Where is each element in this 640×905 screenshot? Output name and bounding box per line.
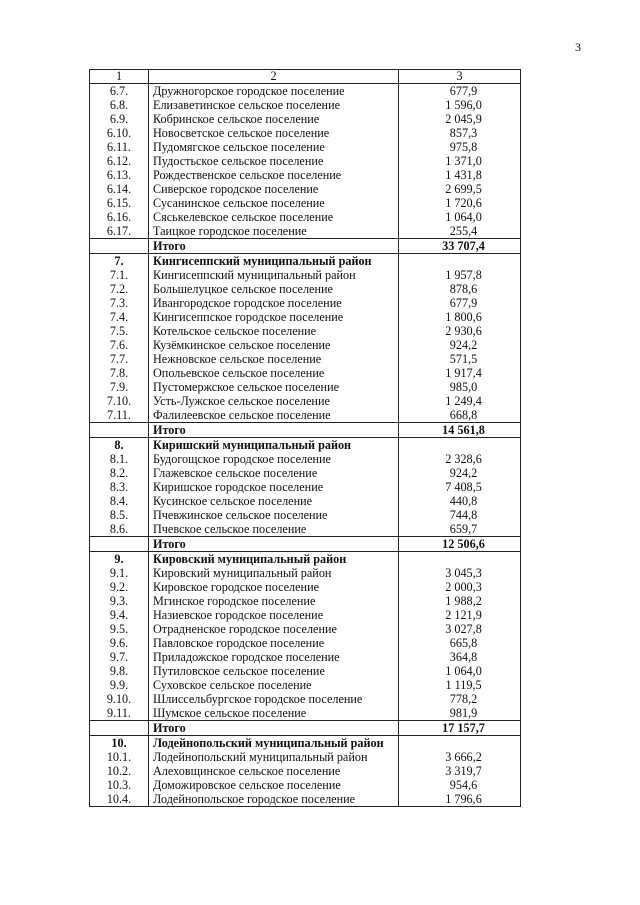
settlement-name: Назиевское городское поселение (149, 608, 399, 622)
district-name: Кингисеппский муниципальный район (149, 254, 399, 269)
table-row (90, 678, 521, 692)
column-header-number: 1 (90, 70, 149, 84)
settlement-name: Котельское сельское поселение (149, 324, 399, 338)
row-number: 8.1. (90, 452, 149, 466)
settlement-name: Лодейнопольское городское поселение (149, 792, 399, 807)
amount-value: 1 064,0 (399, 210, 521, 224)
table-row (90, 282, 521, 296)
settlement-name: Пустомержское сельское поселение (149, 380, 399, 394)
total-row (90, 537, 521, 552)
amount-value: 665,8 (399, 636, 521, 650)
settlement-name: Кобринское сельское поселение (149, 112, 399, 126)
row-number: 7.9. (90, 380, 149, 394)
settlement-name: Рождественское сельское поселение (149, 168, 399, 182)
row-number: 9.1. (90, 566, 149, 580)
settlement-name: Кингисеппский муниципальный район (149, 268, 399, 282)
district-name: Кировский муниципальный район (149, 552, 399, 567)
amount-value: 440,8 (399, 494, 521, 508)
row-number: 6.14. (90, 182, 149, 196)
amount-value: 2 930,6 (399, 324, 521, 338)
row-number: 8.2. (90, 466, 149, 480)
table-row (90, 764, 521, 778)
row-number: 8.5. (90, 508, 149, 522)
total-label: Итого (149, 721, 399, 736)
amount-value: 2 121,9 (399, 608, 521, 622)
settlement-name: Сиверское городское поселение (149, 182, 399, 196)
row-number: 6.8. (90, 98, 149, 112)
table-row (90, 126, 521, 140)
district-name: Лодейнопольский муниципальный район (149, 736, 399, 751)
settlement-name: Усть-Лужское сельское поселение (149, 394, 399, 408)
amount-value: 1 917,4 (399, 366, 521, 380)
page-number: 3 (575, 40, 581, 54)
row-number: 10.2. (90, 764, 149, 778)
row-number (90, 537, 149, 552)
settlement-name: Пудостьское сельское поселение (149, 154, 399, 168)
settlement-name: Павловское городское поселение (149, 636, 399, 650)
row-number: 9. (90, 552, 149, 567)
amount-value (399, 736, 521, 751)
table-row (90, 622, 521, 636)
table-row (90, 182, 521, 196)
amount-value: 7 408,5 (399, 480, 521, 494)
table-row (90, 636, 521, 650)
amount-value: 2 000,3 (399, 580, 521, 594)
row-number: 6.15. (90, 196, 149, 210)
amount-value: 1 957,8 (399, 268, 521, 282)
table-row (90, 566, 521, 580)
row-number: 7.2. (90, 282, 149, 296)
table-row (90, 324, 521, 338)
amount-value: 1 249,4 (399, 394, 521, 408)
total-value: 12 506,6 (399, 537, 521, 552)
row-number: 8. (90, 438, 149, 453)
amount-value: 3 319,7 (399, 764, 521, 778)
amount-value: 778,2 (399, 692, 521, 706)
settlement-name: Фалилеевское сельское поселение (149, 408, 399, 423)
settlement-name: Кингисеппское городское поселение (149, 310, 399, 324)
amount-value: 3 045,3 (399, 566, 521, 580)
row-number: 9.9. (90, 678, 149, 692)
table-row (90, 750, 521, 764)
amount-value: 1 064,0 (399, 664, 521, 678)
settlement-name: Кусинское сельское поселение (149, 494, 399, 508)
amount-value: 975,8 (399, 140, 521, 154)
row-number: 7.4. (90, 310, 149, 324)
table-row (90, 84, 521, 99)
row-number: 9.7. (90, 650, 149, 664)
settlement-name: Киришское городское поселение (149, 480, 399, 494)
table-row (90, 366, 521, 380)
row-number: 10.4. (90, 792, 149, 807)
table-row (90, 408, 521, 423)
settlement-name: Нежновское сельское поселение (149, 352, 399, 366)
amount-value: 1 431,8 (399, 168, 521, 182)
row-number: 9.8. (90, 664, 149, 678)
amount-value: 1 119,5 (399, 678, 521, 692)
district-name: Киришский муниципальный район (149, 438, 399, 453)
table-row (90, 706, 521, 721)
row-number (90, 423, 149, 438)
settlement-name: Кузёмкинское сельское поселение (149, 338, 399, 352)
row-number: 7.11. (90, 408, 149, 423)
table-row (90, 692, 521, 706)
total-label: Итого (149, 423, 399, 438)
settlement-name: Опольевское сельское поселение (149, 366, 399, 380)
table-row (90, 580, 521, 594)
table-row (90, 196, 521, 210)
settlement-name: Будогощское городское поселение (149, 452, 399, 466)
amount-value: 985,0 (399, 380, 521, 394)
table-row (90, 522, 521, 537)
table-row (90, 494, 521, 508)
settlement-name: Доможировское сельское поселение (149, 778, 399, 792)
amount-value: 1 596,0 (399, 98, 521, 112)
table-header-row (90, 70, 521, 84)
row-number: 7.5. (90, 324, 149, 338)
row-number: 7.7. (90, 352, 149, 366)
row-number: 9.6. (90, 636, 149, 650)
amount-value: 668,8 (399, 408, 521, 423)
amount-value: 857,3 (399, 126, 521, 140)
table-row (90, 112, 521, 126)
settlement-name: Мгинское городское поселение (149, 594, 399, 608)
settlement-name: Большелуцкое сельское поселение (149, 282, 399, 296)
allocation-table (89, 69, 521, 807)
amount-value: 924,2 (399, 466, 521, 480)
amount-value: 3 666,2 (399, 750, 521, 764)
settlement-name: Пчевское сельское поселение (149, 522, 399, 537)
row-number: 6.11. (90, 140, 149, 154)
amount-value (399, 438, 521, 453)
row-number: 6.7. (90, 84, 149, 99)
row-number: 6.12. (90, 154, 149, 168)
table-row (90, 664, 521, 678)
table-row (90, 352, 521, 366)
amount-value: 3 027,8 (399, 622, 521, 636)
district-header-row (90, 736, 521, 751)
total-label: Итого (149, 239, 399, 254)
row-number: 9.10. (90, 692, 149, 706)
district-header-row (90, 254, 521, 269)
table-row (90, 452, 521, 466)
settlement-name: Глажевское сельское поселение (149, 466, 399, 480)
settlement-name: Таицкое городское поселение (149, 224, 399, 239)
settlement-name: Приладожское городское поселение (149, 650, 399, 664)
row-number (90, 239, 149, 254)
row-number: 9.3. (90, 594, 149, 608)
row-number: 9.11. (90, 706, 149, 721)
table-row (90, 778, 521, 792)
amount-value: 2 699,5 (399, 182, 521, 196)
settlement-name: Пчевжинское сельское поселение (149, 508, 399, 522)
total-row (90, 721, 521, 736)
row-number: 6.10. (90, 126, 149, 140)
table-row (90, 608, 521, 622)
row-number: 7.6. (90, 338, 149, 352)
table-row (90, 140, 521, 154)
amount-value: 677,9 (399, 296, 521, 310)
table-row (90, 394, 521, 408)
table-row (90, 650, 521, 664)
amount-value: 1 988,2 (399, 594, 521, 608)
row-number: 8.6. (90, 522, 149, 537)
column-header-value: 3 (399, 70, 521, 84)
row-number: 6.13. (90, 168, 149, 182)
total-value: 17 157,7 (399, 721, 521, 736)
row-number: 8.3. (90, 480, 149, 494)
amount-value: 364,8 (399, 650, 521, 664)
amount-value: 924,2 (399, 338, 521, 352)
settlement-name: Отрадненское городское поселение (149, 622, 399, 636)
settlement-name: Алеховщинское сельское поселение (149, 764, 399, 778)
table-row (90, 154, 521, 168)
row-number: 6.9. (90, 112, 149, 126)
settlement-name: Сяськелевское сельское поселение (149, 210, 399, 224)
row-number (90, 721, 149, 736)
table-row (90, 338, 521, 352)
amount-value: 2 045,9 (399, 112, 521, 126)
settlement-name: Ивангородское городское поселение (149, 296, 399, 310)
total-value: 33 707,4 (399, 239, 521, 254)
settlement-name: Елизаветинское сельское поселение (149, 98, 399, 112)
total-row (90, 423, 521, 438)
settlement-name: Кировский муниципальный район (149, 566, 399, 580)
settlement-name: Путиловское сельское поселение (149, 664, 399, 678)
amount-value: 255,4 (399, 224, 521, 239)
amount-value: 659,7 (399, 522, 521, 537)
table-row (90, 98, 521, 112)
amount-value: 2 328,6 (399, 452, 521, 466)
amount-value: 878,6 (399, 282, 521, 296)
settlement-name: Шлиссельбургское городское поселение (149, 692, 399, 706)
total-row (90, 239, 521, 254)
table-row (90, 508, 521, 522)
table-row (90, 224, 521, 239)
row-number: 10. (90, 736, 149, 751)
table-row (90, 466, 521, 480)
row-number: 7.10. (90, 394, 149, 408)
table-body (90, 70, 521, 807)
row-number: 7. (90, 254, 149, 269)
amount-value: 981,9 (399, 706, 521, 721)
row-number: 10.1. (90, 750, 149, 764)
total-label: Итого (149, 537, 399, 552)
settlement-name: Шумское сельское поселение (149, 706, 399, 721)
table-row (90, 380, 521, 394)
row-number: 7.8. (90, 366, 149, 380)
row-number: 6.17. (90, 224, 149, 239)
amount-value: 1 800,6 (399, 310, 521, 324)
amount-value (399, 552, 521, 567)
column-header-name: 2 (149, 70, 399, 84)
settlement-name: Сусанинское сельское поселение (149, 196, 399, 210)
amount-value: 1 371,0 (399, 154, 521, 168)
row-number: 6.16. (90, 210, 149, 224)
row-number: 10.3. (90, 778, 149, 792)
settlement-name: Дружногорское городское поселение (149, 84, 399, 99)
district-header-row (90, 438, 521, 453)
amount-value: 677,9 (399, 84, 521, 99)
table-row (90, 268, 521, 282)
row-number: 7.3. (90, 296, 149, 310)
table-row (90, 792, 521, 807)
settlement-name: Суховское сельское поселение (149, 678, 399, 692)
settlement-name: Новосветское сельское поселение (149, 126, 399, 140)
settlement-name: Лодейнопольский муниципальный район (149, 750, 399, 764)
table-row (90, 480, 521, 494)
table-row (90, 296, 521, 310)
total-value: 14 561,8 (399, 423, 521, 438)
row-number: 9.2. (90, 580, 149, 594)
table-row (90, 168, 521, 182)
amount-value (399, 254, 521, 269)
row-number: 8.4. (90, 494, 149, 508)
table-row (90, 594, 521, 608)
amount-value: 744,8 (399, 508, 521, 522)
row-number: 9.5. (90, 622, 149, 636)
amount-value: 571,5 (399, 352, 521, 366)
district-header-row (90, 552, 521, 567)
settlement-name: Пудомягское сельское поселение (149, 140, 399, 154)
row-number: 9.4. (90, 608, 149, 622)
settlement-name: Кировское городское поселение (149, 580, 399, 594)
table-row (90, 310, 521, 324)
amount-value: 1 720,6 (399, 196, 521, 210)
amount-value: 954,6 (399, 778, 521, 792)
amount-value: 1 796,6 (399, 792, 521, 807)
row-number: 7.1. (90, 268, 149, 282)
table-row (90, 210, 521, 224)
